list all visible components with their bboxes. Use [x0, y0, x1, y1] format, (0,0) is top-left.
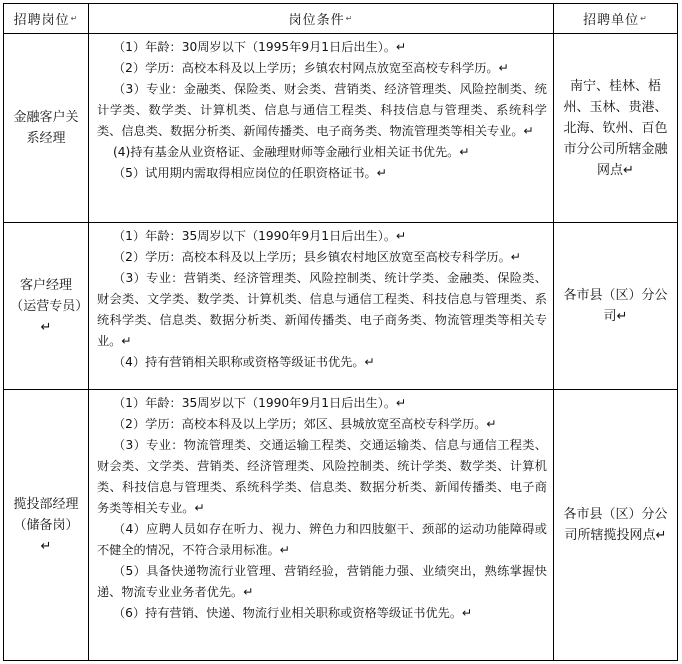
condition-item: (4)持有基金从业资格证、金融理财师等金融行业相关证书优先。↵: [113, 145, 470, 159]
row1-position: 金融客户关系经理: [13, 110, 79, 146]
header-unit: [554, 4, 677, 33]
condition-item: （5）具备快递物流行业管理、营销经验，营销能力强、业绩突出，熟练掌握快递、物流专业业务者优先。↵: [97, 564, 547, 599]
condition-item: （3）专业：营销类、经济管理类、风险控制类、统计学类、金融类、保险类、财会类、文学类、数学类、计算机类、信息与通信工程类、科技信息与管理类、系统科学类、信息类、数据分析类、新闻传播类、电子商务类、物流管理类等相关专业。↵: [97, 271, 547, 348]
condition-item: （2）学历：高校本科及以上学历；郊区、县城放宽至高校专科学历。↵: [113, 417, 497, 431]
condition-item: （1）年龄：35周岁以下（1990年9月1日后出生）。↵: [113, 229, 407, 243]
row2-unit: 各市县（区）分公司↵: [563, 288, 668, 324]
header-unit-label: 招聘单位: [583, 13, 640, 28]
row3-position: 揽投部经理（储备岗）↵: [13, 496, 79, 554]
condition-item: （4）应聘人员如存在听力、视力、辨色力和四肢躯干、颈部的运动功能障碍或不健全的情况，不符合录用标准。↵: [97, 522, 547, 557]
condition-item: （4）持有营销相关职称或资格等级证书优先。↵: [113, 355, 375, 369]
row1-conditions: [89, 34, 553, 222]
header-conditions-label: 岗位条件: [288, 13, 345, 28]
condition-item: （2）学历：高校本科及以上学历；县乡镇农村地区放宽至高校专科学历。↵: [113, 250, 521, 264]
border-right: [677, 3, 678, 661]
condition-item: （5）试用期内需取得相应岗位的任职资格证书。↵: [113, 166, 387, 180]
condition-item: （1）年龄：35周岁以下（1990年9月1日后出生）。↵: [113, 396, 407, 410]
condition-item: （1）年龄：30周岁以下（1995年9月1日后出生）。↵: [113, 40, 407, 54]
row2-conditions: [89, 223, 553, 389]
header-conditions: [89, 4, 553, 33]
row2-position: 客户经理（运营专员）↵: [10, 277, 82, 335]
condition-item: （6）持有营销、快递、物流行业相关职称或资格等级证书优先。↵: [113, 606, 473, 620]
paragraph-mark: ↵: [640, 14, 648, 23]
border-bottom: [3, 660, 678, 661]
row1-unit: 南宁、桂林、梧州、玉林、贵港、北海、钦州、百色市分公司所辖金融网点↵: [563, 78, 668, 178]
condition-item: （2）学历：高校本科及以上学历；乡镇农村网点放宽至高校专科学历。↵: [113, 61, 509, 75]
row3-unit: 各市县（区）分公司所辖揽投网点↵: [563, 507, 668, 543]
paragraph-mark: ↵: [70, 14, 79, 23]
row3-conditions: [89, 390, 553, 660]
header-position-label: 招聘岗位: [13, 13, 70, 28]
condition-item: （3）专业：金融类、保险类、财会类、营销类、经济管理类、风险控制类、统计学类、数学类、计算机类、信息与通信工程类、科技信息与管理类、系统科学类、信息类、数据分析类、新闻传播类、电子商务类、物流管理类等相关专业。↵: [97, 82, 547, 138]
paragraph-mark: ↵: [345, 14, 354, 23]
condition-item: （3）专业：物流管理类、交通运输工程类、交通运输类、信息与通信工程类、财会类、文学类、营销类、经济管理类、风险控制类、统计学类、数学类、计算机类、科技信息与管理类、系统科学类、信息类、数据分析类、新闻传播类、电子商务类等相关专业。↵: [97, 438, 547, 515]
header-position: [4, 4, 88, 33]
